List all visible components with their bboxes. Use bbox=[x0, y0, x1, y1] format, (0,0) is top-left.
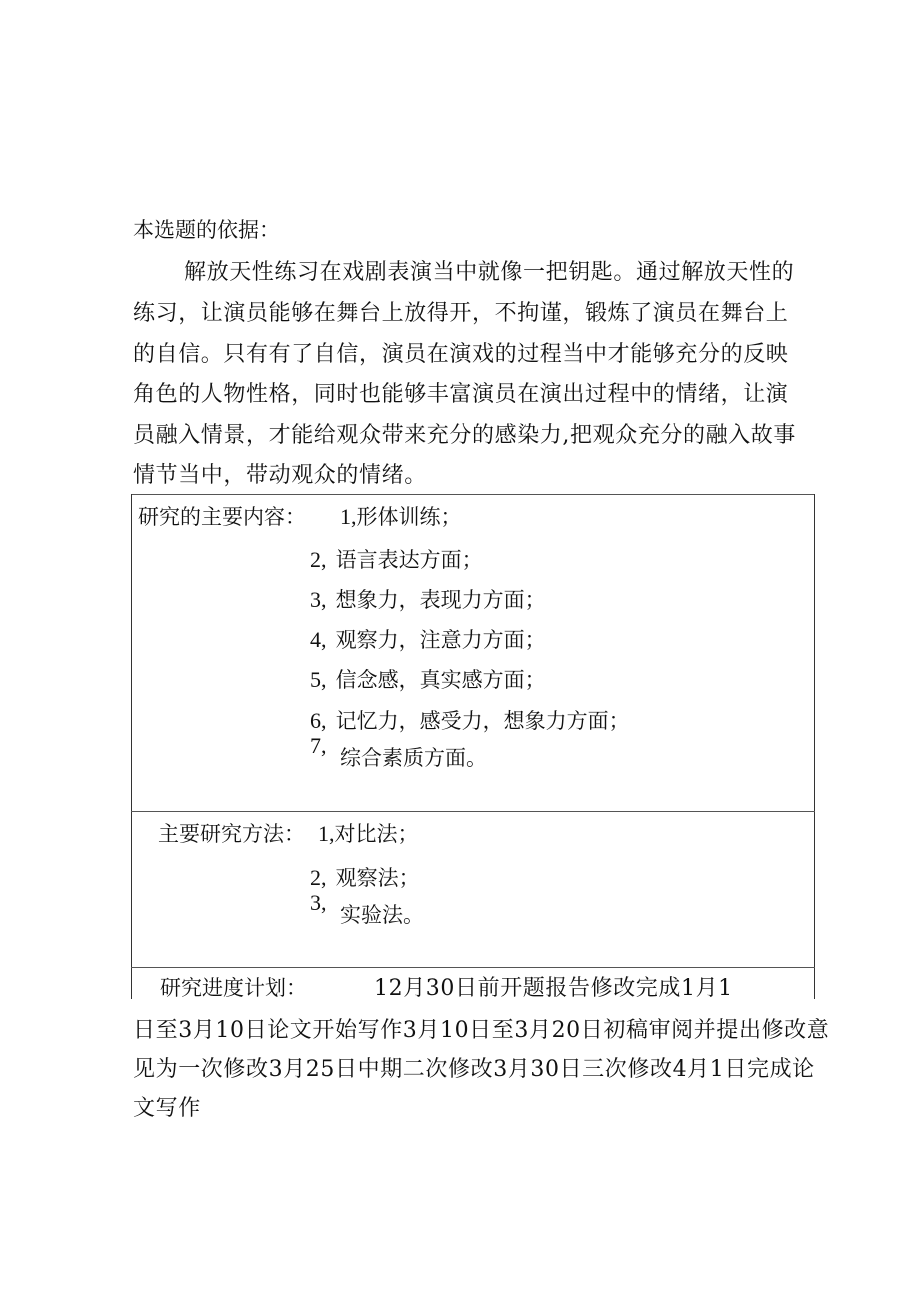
content-label: 研究的主要内容： bbox=[138, 505, 306, 529]
list-item bbox=[310, 664, 546, 694]
list-item-text: 对比法； bbox=[334, 822, 419, 846]
schedule-label: 研究进度计划： bbox=[160, 976, 307, 1000]
list-item-number: 6, bbox=[310, 708, 327, 733]
list-item-text: 信念感，真实感方面； bbox=[335, 668, 546, 692]
basis-line: 角色的人物性格，同时也能够丰富演员在演出过程中的情绪，让演 bbox=[133, 382, 789, 407]
basis-line: 情节当中，带动观众的情绪。 bbox=[133, 463, 427, 488]
schedule-line: 文写作 bbox=[133, 1096, 201, 1121]
list-item bbox=[340, 501, 462, 531]
list-item-text: 观察力，注意力方面； bbox=[335, 628, 546, 652]
table-row-divider bbox=[131, 811, 815, 812]
list-item-text: 形体训练； bbox=[356, 505, 462, 529]
list-item-number: 2, bbox=[310, 547, 327, 572]
list-item-number: 3, bbox=[310, 587, 327, 612]
list-item-number: 4, bbox=[310, 627, 327, 652]
list-item-number: 5, bbox=[310, 667, 327, 692]
list-item bbox=[310, 624, 546, 654]
list-item bbox=[310, 584, 546, 614]
list-item-text: 语言表达方面； bbox=[335, 548, 483, 572]
list-item-text: 观察法； bbox=[335, 866, 420, 890]
table-row-divider bbox=[131, 967, 815, 968]
list-item-number: 1, bbox=[318, 821, 335, 846]
list-item-text: 记忆力，感受力，想象力方面； bbox=[335, 709, 630, 733]
list-item-number: 7, bbox=[310, 733, 327, 758]
list-item-text: 综合素质方面。 bbox=[340, 746, 487, 770]
list-item-number: 2, bbox=[310, 865, 327, 890]
list-item-text: 想象力，表现力方面； bbox=[335, 588, 546, 612]
basis-line: 的自信。只有有了自信，演员在演戏的过程当中才能够充分的反映 bbox=[133, 342, 789, 367]
list-item-number: 3, bbox=[310, 890, 327, 915]
list-item bbox=[310, 544, 483, 574]
basis-line: 解放天性练习在戏剧表演当中就像一把钥匙。通过解放天性的 bbox=[184, 260, 795, 285]
basis-line: 员融入情景，才能给观众带来充分的感染力,把观众充分的融入故事 bbox=[133, 423, 796, 448]
list-item bbox=[310, 862, 420, 892]
table-left-border bbox=[131, 494, 132, 999]
table-right-border bbox=[814, 494, 815, 999]
table-top-border bbox=[131, 494, 815, 495]
schedule-line: 日至3月10日论文开始写作3月10日至3月20日初稿审阅并提出修改意 bbox=[133, 1018, 830, 1043]
schedule-line: 12月30日前开题报告修改完成1月1 bbox=[374, 976, 733, 1001]
schedule-line: 见为一次修改3月25日中期二次修改3月30日三次修改4月1日完成论 bbox=[133, 1057, 815, 1082]
basis-heading: 本选题的依据： bbox=[133, 218, 280, 242]
list-item-text: 实验法。 bbox=[340, 903, 424, 927]
methods-label: 主要研究方法： bbox=[158, 822, 305, 846]
list-item bbox=[318, 818, 419, 848]
list-item bbox=[310, 705, 630, 735]
list-item-number: 1, bbox=[340, 504, 357, 529]
basis-line: 练习，让演员能够在舞台上放得开，不拘谨，锻炼了演员在舞台上 bbox=[133, 301, 789, 326]
